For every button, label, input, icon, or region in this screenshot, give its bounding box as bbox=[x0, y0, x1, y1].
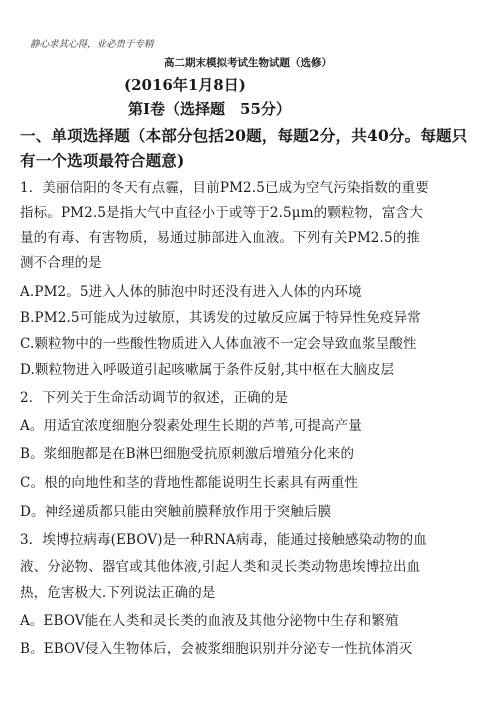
document-date: (2016年1月8日) bbox=[124, 76, 246, 94]
question-3-option-a: A。EBOV能在人类和灵长类的血液及其他分泌物中生存和繁殖 bbox=[20, 613, 399, 629]
question-1-option-b: B.PM2.5可能成为过敏原，其诱发的过敏反应属于特异性免疫异常 bbox=[20, 310, 421, 326]
question-1-stem: 1．美丽信阳的冬天有点霾，目前PM2.5已成为空气污染指数的重要 bbox=[20, 180, 429, 196]
question-1-option-a: A.PM2。5进入人体的肺泡中时还没有进入人体的内环境 bbox=[20, 284, 362, 300]
header-motto: 静心求其心得，业必贵于专精 bbox=[30, 39, 154, 50]
section-heading: 有一个选项最符合题意) bbox=[20, 151, 185, 170]
question-1-stem: 指标。PM2.5是指大气中直径小于或等于2.5μm的颗粒物，富含大 bbox=[20, 205, 423, 221]
question-2-option-c: C。根的向地性和茎的背地性都能说明生长素具有两重性 bbox=[20, 475, 359, 491]
question-1-stem: 测不合理的是 bbox=[20, 255, 102, 271]
question-2-option-d: D。神经递质都只能由突触前膜释放作用于突触后膜 bbox=[20, 504, 332, 520]
question-2-option-a: A。用适宜浓度细胞分裂素处理生长期的芦苇,可提高产量 bbox=[20, 418, 362, 434]
question-1-option-d: D.颗粒物进入呼吸道引起咳嗽属于条件反射,其中枢在大脑皮层 bbox=[20, 362, 395, 378]
question-3-stem: 3．埃博拉病毒(EBOV)是一种RNA病毒，能通过接触感染动物的血 bbox=[20, 532, 427, 548]
question-3-stem: 热，危害极大.下列说法正确的是 bbox=[20, 585, 216, 601]
question-2-option-b: B。浆细胞都是在B淋巴细胞受抗原刺激后增殖分化来的 bbox=[20, 446, 355, 462]
question-1-option-c: C.颗粒物中的一些酸性物质进入人体血液不一定会导致血浆呈酸性 bbox=[20, 336, 417, 352]
document-title: 高二期末模拟考试生物试题（选修） bbox=[164, 57, 332, 69]
section-heading: 一、单项选择题（本部分包括20题，每题2分，共40分。每题只 bbox=[20, 126, 468, 145]
question-1-stem: 量的有毒、有害物质，易通过肺部进入血液。下列有关PM2.5的推 bbox=[20, 230, 421, 246]
question-2-stem: 2．下列关于生命活动调节的叙述，正确的是 bbox=[20, 390, 289, 406]
question-3-option-b: B。EBOV侵入生物体后，会被浆细胞识别并分泌专一性抗体消灭 bbox=[20, 641, 413, 657]
question-3-stem: 液、分泌物、器官或其他体液,引起人类和灵长类动物患埃博拉出血 bbox=[20, 559, 421, 575]
part-heading: 第Ⅰ卷（选择题 55分） bbox=[128, 100, 291, 118]
